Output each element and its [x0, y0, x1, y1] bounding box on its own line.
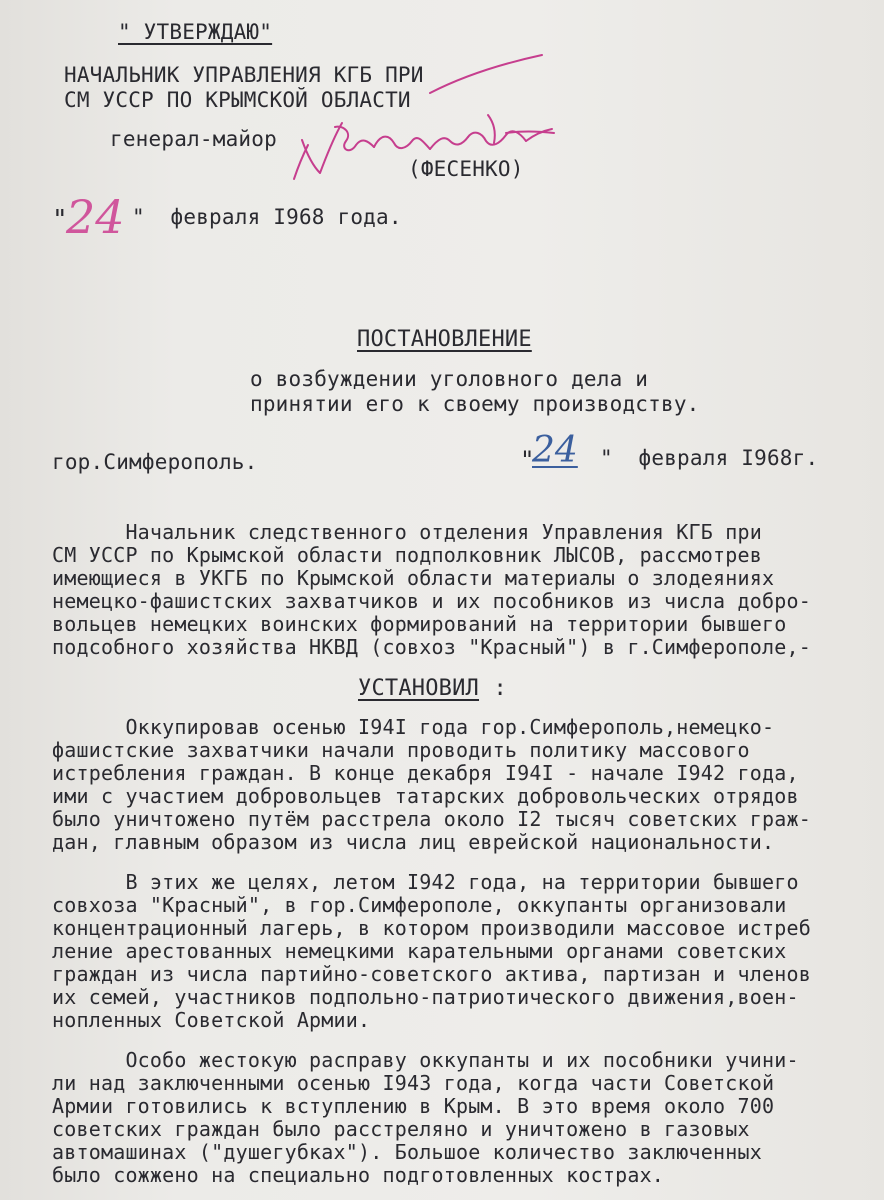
document-date-day: 24: [532, 430, 578, 471]
text-line: ими с участием добровольцев татарских добровольческих отрядов: [52, 784, 799, 808]
text-line: было уничтожено путём расстрела около I2 тысяч советских граж-: [52, 807, 811, 831]
text-line: Начальник следственного отделения Управления КГБ при: [52, 520, 762, 544]
established-heading: УСТАНОВИЛ: [358, 676, 480, 701]
text-line: истребления граждан. В конце декабря I94I - начале I942 года,: [52, 761, 799, 785]
text-line: фашистские захватчики начали проводить политику массового: [52, 738, 750, 762]
text-line: было сожжено на специально подготовленных кострах.: [52, 1163, 665, 1187]
document-title: ПОСТАНОВЛЕНИЕ: [357, 327, 532, 352]
approval-date-day: 24: [66, 190, 125, 244]
text-line: В этих же целях, летом I942 года, на территории бывшего: [52, 870, 799, 894]
approval-title: " УТВЕРЖДАЮ": [118, 20, 273, 44]
document-date-rest: " февраля I968г.: [600, 446, 819, 470]
approval-date-open-quote: ": [52, 205, 68, 235]
approval-date-rest: " февраля I968 года.: [132, 205, 402, 229]
document-subtitle-line1: о возбуждении уголовного дела и: [250, 367, 649, 391]
text-line: концентрационный лагерь, в котором производили массовое истреб: [52, 916, 811, 940]
text-line: Особо жестокую расправу оккупанты и их пособники учини-: [52, 1048, 799, 1072]
text-line: совхоза "Красный", в гор.Симферополе, оккупанты организовали: [52, 893, 787, 917]
text-line: граждан из числа партийно-советского актива, партизан и членов: [52, 962, 811, 986]
text-line: ли над заключенными осенью I943 года, когда части Советской: [52, 1071, 775, 1095]
text-line: советских граждан было расстреляно и уничтожено в газовых: [52, 1117, 750, 1141]
text-line: автомашинах ("душегубках"). Большое количество заключенных: [52, 1140, 762, 1164]
text-line: СМ УССР по Крымской области подполковник ЛЫСОВ, рассмотрев: [52, 543, 762, 567]
established-colon: :: [480, 676, 507, 701]
document-city: гор.Симферополь.: [52, 450, 258, 474]
text-line: имеющиеся в УКГБ по Крымской области материалы о злодеяниях: [52, 566, 775, 590]
text-line: Армии готовились к вступлению в Крым. В это время около 700: [52, 1094, 775, 1118]
approval-position-line1: НАЧАЛЬНИК УПРАВЛЕНИЯ КГБ ПРИ: [64, 63, 424, 87]
text-line: Оккупировав осенью I94I года гор.Симферополь,немецко-: [52, 715, 775, 739]
text-line: нопленных Советской Армии.: [52, 1008, 371, 1032]
document-date-open-quote: ": [520, 446, 535, 474]
text-line: вольцев немецких воинских формирований на территории бывшего: [52, 612, 787, 636]
document-subtitle-line2: принятии его к своему производству.: [250, 392, 700, 416]
text-line: подсобного хозяйства НКВД (совхоз "Красный") в г.Симферополе,-: [52, 635, 811, 659]
text-line: немецко-фашистских захватчиков и их пособников из числа добро-: [52, 589, 811, 613]
text-line: их семей, участников подпольно-патриотического движения,воен-: [52, 985, 799, 1009]
text-line: дан, главным образом из числа лиц еврейской национальности.: [52, 830, 775, 854]
approval-name: (ФЕСЕНКО): [408, 157, 524, 181]
approval-rank: генерал-майор: [110, 127, 277, 151]
text-line: ление арестованных немецкими карательными органами советских: [52, 939, 787, 963]
approval-position-line2: СМ УССР ПО КРЫМСКОЙ ОБЛАСТИ: [64, 88, 411, 112]
